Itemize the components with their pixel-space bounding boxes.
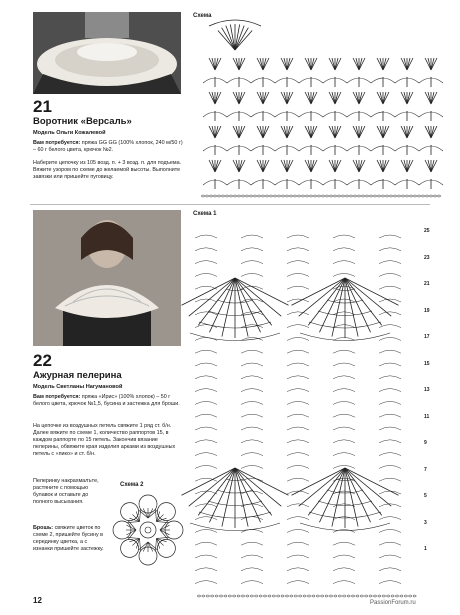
pattern-22-schema1-label: Схема 1 <box>193 211 217 217</box>
cape-crochet-chart <box>195 218 420 603</box>
row-number: 13 <box>424 387 430 393</box>
row-number: 17 <box>424 334 430 340</box>
pattern-21-instructions: Наберите цепочку из 105 возд. п. + 3 возд. п. для подъема. Вяжите узором по схеме до желаемой высоты. Выполните завязки или пришейте пуговицу. <box>33 160 182 180</box>
page-number: 12 <box>33 596 42 605</box>
pattern-22-starch-note: Пелеринку накрахмалъте, растяните с помощью булавок и оставьте до полного высыхания. <box>33 478 99 505</box>
photo-lace-cape <box>33 210 181 346</box>
row-number: 11 <box>424 413 430 420</box>
pattern-21-materials <box>33 140 185 154</box>
photo-collar-versailles <box>33 12 181 94</box>
row-number: 9 <box>424 440 427 446</box>
brooch-text: свяжите цветок по схеме 2, пришейте бусину в серединку цветка, а с изнанки пришейте застежку. <box>33 525 104 552</box>
pattern-21-number: 21 <box>33 97 52 116</box>
row-number: 15 <box>424 360 430 367</box>
materials-label: Вам потребуется: <box>33 394 81 400</box>
pattern-21-model: Модель Ольги Кожалевой <box>33 130 106 136</box>
row-number: 23 <box>424 254 430 261</box>
row-number: 19 <box>424 307 430 314</box>
pattern-22-number: 22 <box>33 351 52 370</box>
row-number: 21 <box>424 281 430 287</box>
pattern-21-title: Воротник «Версаль» <box>33 116 132 127</box>
materials-text: пряжа GG GG (100% хлопок, 240 м/50 г) – 60 г белого цвета, крючок №2. <box>33 140 183 153</box>
row-number: 25 <box>424 228 430 234</box>
flower-brooch-chart <box>110 492 186 568</box>
pattern-22-model: Модель Светланы Нагумановой <box>33 384 123 390</box>
section-divider <box>30 204 430 205</box>
row-number: 3 <box>424 519 427 526</box>
materials-label: Вам потребуется: <box>33 140 81 146</box>
row-number: 5 <box>424 493 427 499</box>
row-number: 1 <box>424 546 427 552</box>
materials-text: пряжа «Ирис» (100% хлопок) – 50 г белого цвета, крючок №1,5, бусина и застежка для броши. <box>33 394 180 407</box>
brooch-label: Брошь: <box>33 525 54 531</box>
pattern-22-schema2-label: Схема 2 <box>120 482 144 488</box>
pattern-21-schema-label: Схема <box>193 13 212 19</box>
pattern-22-title: Ажурная пелерина <box>33 370 122 381</box>
pattern-21-crochet-chart <box>195 20 445 200</box>
row-number: 7 <box>424 466 427 473</box>
pattern-22-instructions: На цепочке из воздушных петель свяжите 1 ряд ст. б/н. Далее вяжите по схеме 1, количество раппортов 15, в каждом раппорте по 15 петель. Закончив вязание пелерины, обвяжите края изделия арками из воздушных петель с «пико» и ст. б/н. <box>33 423 176 457</box>
watermark: PassionForum.ru <box>370 600 416 606</box>
pattern-22-brooch-note <box>33 525 105 553</box>
pattern-22-materials <box>33 394 183 408</box>
